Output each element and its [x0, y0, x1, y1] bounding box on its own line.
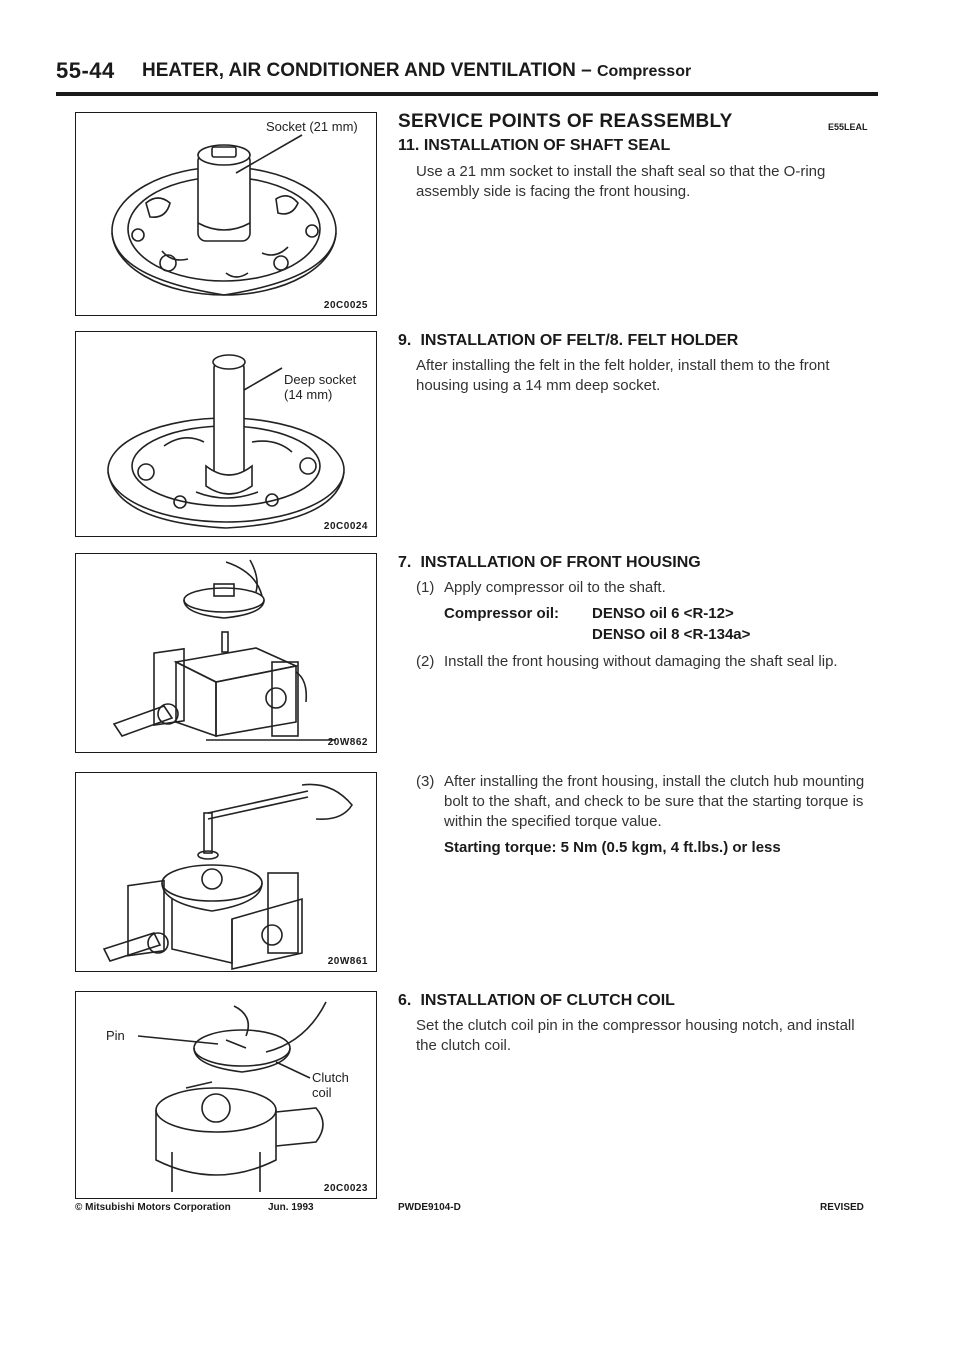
figure-code: 20C0023	[323, 1183, 368, 1194]
main-heading: SERVICE POINTS OF REASSEMBLY	[398, 111, 733, 132]
illustration-shaft-seal-socket	[76, 113, 376, 315]
spec-oil-2: DENSO oil 8 <R-134a>	[592, 626, 751, 643]
footer-doc-code: PWDE9104-D	[398, 1202, 461, 1213]
section-title	[398, 136, 878, 156]
section-clutch-coil	[398, 991, 878, 1056]
spec-starting-torque: Starting torque: 5 Nm (0.5 kgm, 4 ft.lbs.) or less	[444, 839, 781, 856]
section-title	[398, 553, 878, 573]
section-title	[398, 991, 878, 1011]
step-text: Apply compressor oil to the shaft.	[444, 579, 666, 596]
illustration-front-housing-install	[76, 554, 376, 752]
spec-oil-1: DENSO oil 6 <R-12>	[592, 605, 734, 622]
footer-date: Jun. 1993	[268, 1202, 314, 1213]
footer-status: REVISED	[820, 1202, 864, 1213]
step-1	[398, 578, 878, 598]
label-socket-21mm: Socket (21 mm)	[266, 119, 358, 134]
section-number: 7.	[398, 554, 412, 571]
label-clutch-coil-line2: coil	[312, 1085, 332, 1100]
illustration-felt-holder-deep-socket	[76, 332, 376, 536]
page-header	[56, 58, 876, 92]
section-number: 11.	[398, 137, 420, 154]
main-heading-code: E55LEAL	[828, 122, 868, 132]
spec-compressor-oil	[398, 604, 878, 646]
step-text: After installing the front housing, install the clutch hub mounting bolt to the shaft, and check to be sure that the starting torque is within the specified torque value.	[444, 773, 865, 830]
figure-socket-21mm	[75, 112, 377, 316]
step-number: (1)	[416, 579, 435, 596]
figure-front-housing	[75, 553, 377, 753]
step-2	[398, 652, 878, 672]
section-text: Set the clutch coil pin in the compressor housing notch, and install the clutch coil.	[416, 1017, 855, 1054]
label-deep-socket	[284, 372, 356, 402]
header-title-main: HEATER, AIR CONDITIONER AND VENTILATION	[142, 60, 576, 81]
label-clutch-coil	[312, 1070, 349, 1100]
label-deep-socket-line2: (14 mm)	[284, 387, 333, 402]
section-title-text: INSTALLATION OF SHAFT SEAL	[423, 137, 671, 154]
step-3	[398, 772, 878, 832]
section-number: 9.	[398, 332, 412, 349]
header-rule	[56, 92, 878, 96]
figure-code: 20W862	[327, 737, 368, 748]
section-front-housing	[398, 553, 878, 672]
footer-copyright: © Mitsubishi Motors Corporation	[75, 1202, 231, 1213]
figure-code: 20W861	[327, 956, 368, 967]
figure-deep-socket	[75, 331, 377, 537]
illustration-starting-torque-check	[76, 773, 376, 971]
label-deep-socket-line1: Deep socket	[284, 372, 357, 387]
section-title-text: INSTALLATION OF FRONT HOUSING	[420, 554, 701, 571]
spec-oil-label: Compressor oil:	[444, 605, 560, 622]
header-separator: –	[575, 60, 597, 81]
figure-torque-check	[75, 772, 377, 972]
label-pin: Pin	[106, 1028, 125, 1043]
section-text: After installing the felt in the felt holder, install them to the front housing using a 14 mm deep socket.	[416, 357, 830, 394]
section-number: 6.	[398, 992, 412, 1009]
section-text: Use a 21 mm socket to install the shaft seal so that the O-ring assembly side is facing the front housing.	[416, 163, 826, 200]
figure-code: 20C0025	[323, 300, 368, 311]
section-title	[398, 331, 878, 351]
section-torque-check	[398, 772, 878, 858]
section-shaft-seal	[398, 112, 878, 202]
header-title	[142, 60, 691, 82]
step-number: (3)	[416, 773, 435, 790]
step-text: Install the front housing without damaging the shaft seal lip.	[444, 653, 838, 670]
section-title-text: INSTALLATION OF FELT/8. FELT HOLDER	[420, 332, 739, 349]
page-number: 55-44	[56, 58, 115, 83]
figure-code: 20C0024	[323, 521, 368, 532]
step-number: (2)	[416, 653, 435, 670]
label-clutch-coil-line1: Clutch	[312, 1070, 349, 1085]
section-title-text: INSTALLATION OF CLUTCH COIL	[420, 992, 675, 1009]
figure-clutch-coil	[75, 991, 377, 1199]
section-felt-holder	[398, 331, 878, 396]
header-subtitle: Compressor	[596, 63, 692, 80]
